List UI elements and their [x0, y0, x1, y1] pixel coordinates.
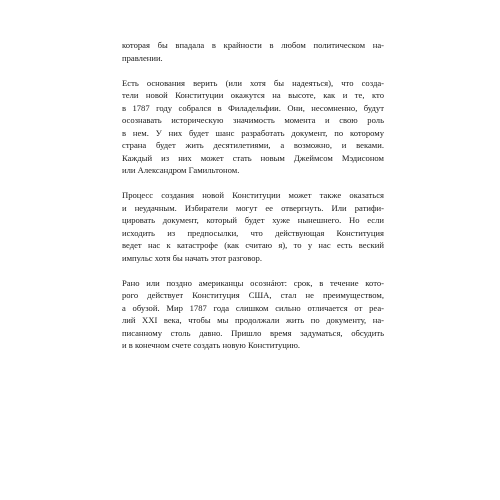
text-line: и в конечном счете создать новую Конституцию. — [122, 340, 301, 350]
paragraph — [122, 189, 384, 264]
text-line: которая бы впадала в крайности в любом политическом на- — [122, 40, 384, 50]
text-line: в нем. У них будет шанс разработать документ, по которому — [122, 127, 384, 138]
text-line: или Александром Гамильтоном. — [122, 165, 240, 175]
text-line: цировать документ, который будет хуже нынешнего. Но если — [122, 215, 384, 225]
text-line: осознавать историческую значимость момента и свою роль — [122, 115, 384, 125]
paragraph — [122, 77, 384, 177]
text-line: импульс хотя бы начать этот разговор. — [122, 252, 262, 263]
text-line: Каждый из них может стать новым Джеймсом Мэдисоном — [122, 152, 384, 163]
text-line: страна будет жить десятилетиями, а возможно, и веками. — [122, 140, 384, 150]
body-text — [122, 39, 384, 364]
text-line: в 1787 году собрался в Филадельфии. Они, несомненно, будут — [122, 102, 384, 113]
text-line: правлении. — [122, 52, 163, 63]
text-line: рого действует Конституция США, стал не преимуществом, — [122, 290, 384, 300]
paragraph — [122, 277, 384, 352]
text-line: Рано или поздно американцы осознáют: срок, в течение кото- — [122, 277, 384, 288]
paragraph — [122, 39, 384, 64]
text-line: исходить из предпосылки, что действующая Конституция — [122, 227, 384, 238]
text-line: писанному столь давно. Пришло время задуматься, обсудить — [122, 327, 384, 338]
text-line: лий XXI века, чтобы мы продолжали жить по документу, на- — [122, 315, 384, 325]
text-line: Процесс создания новой Конституции может также оказаться — [122, 190, 384, 200]
text-line: а обузой. Мир 1787 года слишком сильно отличается от реа- — [122, 302, 384, 313]
text-line: Есть основания верить (или хотя бы надеяться), что созда- — [122, 77, 384, 88]
text-line: и неудачным. Избиратели могут ее отвергнуть. Или ратифи- — [122, 202, 384, 213]
text-line: тели новой Конституции окажутся на высоте, как и те, кто — [122, 90, 384, 100]
text-line: ведет нас к катастрофе (как считаю я), то у нас есть веский — [122, 240, 384, 250]
